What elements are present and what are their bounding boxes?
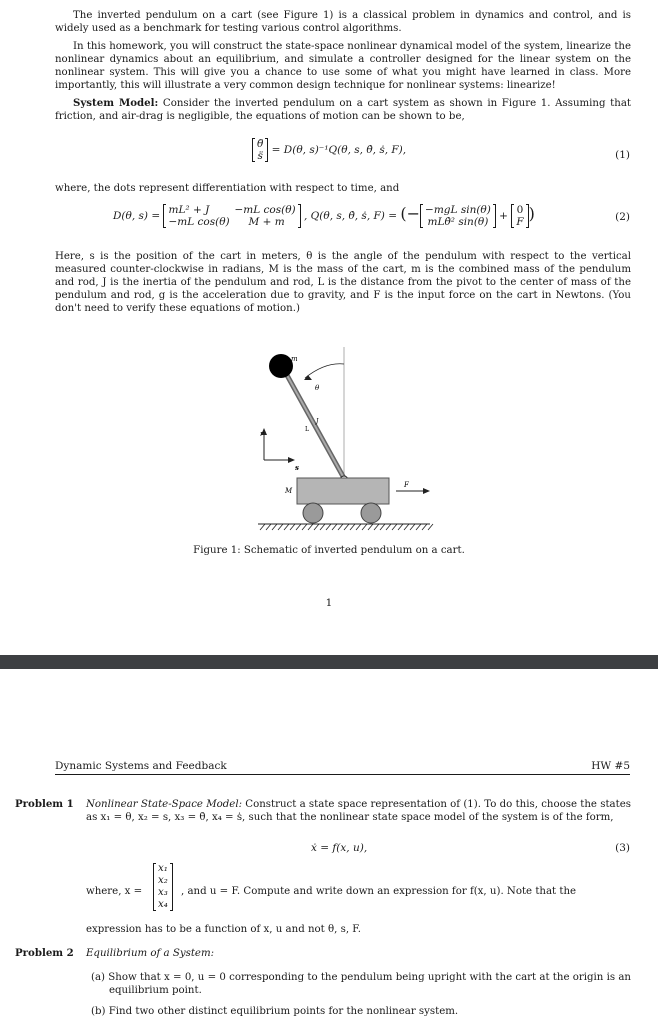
hatch-mark: [266, 524, 271, 530]
problem-1: [15, 798, 631, 824]
problem-2-title: Equilibrium of a System:: [86, 948, 215, 959]
cart-body: [297, 478, 389, 504]
theta-arc: [305, 364, 344, 378]
equation-3-number: (3): [615, 842, 630, 854]
x3: x₃: [158, 887, 168, 898]
label-F: F: [404, 481, 409, 489]
running-header-left: Dynamic Systems and Feedback: [55, 760, 227, 772]
problem-1-end-text: expression has to be a function of x, u and not θ, s, F.: [86, 924, 362, 935]
intro-paragraph-1: The inverted pendulum on a cart (see Figure 1) is a classical problem in dynamics and control, and is widely used as a benchmark for testing various control algorithms.: [55, 10, 631, 34]
s-arrowhead: [288, 457, 295, 463]
hatch-mark: [380, 524, 385, 530]
and-u-text: , and u = F. Compute and write down an expression for f(x, u). Note that the: [181, 886, 577, 897]
eq2-q-lhs: , Q(θ, s, θ̇, ṡ, F) =: [304, 210, 398, 222]
hatch-mark: [404, 524, 409, 530]
running-header-right: HW #5: [591, 760, 630, 772]
q2-bottom: F: [516, 216, 524, 228]
hatch-mark: [344, 524, 349, 530]
hatch-mark: [362, 524, 367, 530]
page-number: 1: [325, 597, 333, 609]
label-s: s: [295, 463, 299, 472]
page-separator: [0, 655, 658, 669]
problem-2a: [15, 971, 631, 997]
variables-paragraph: Here, s is the position of the cart in meters, θ is the angle of the pendulum with respect to the vertical measured counter-clockwise in radians, M is the mass of the cart, m is the combined mass of the pendulum and rod, J is the inertia of the pendulum and rod, L is the distance from the pivot to the center of mass of the pendulum and rod, g is the acceleration due to gravity, and F is the input force on the cart in Newtons. (You don't need to verify these equations of motion.): [55, 251, 631, 314]
problem-2b: [15, 1005, 631, 1018]
d11: mL² + J: [168, 204, 210, 216]
problem-1-end: [15, 923, 631, 936]
hatch-mark: [308, 524, 313, 530]
pendulum-mass: [269, 354, 293, 378]
hatch-mark: [278, 524, 283, 530]
equation-2-number: (2): [615, 211, 630, 223]
problem-2a-text: (a) Show that x = 0, u = 0 corresponding to the pendulum being upright with the cart at the origin is an equilibrium point.: [91, 972, 631, 996]
where-x: where, x =: [86, 886, 143, 897]
problem-2: [15, 947, 631, 960]
hatch-mark: [350, 524, 355, 530]
problem-2-label: Problem 2: [15, 947, 74, 959]
problem-2b-text: (b) Find two other distinct equilibrium points for the nonlinear system.: [91, 1006, 459, 1017]
system-model-text: Consider the inverted pendulum on a cart system as shown in Figure 1. Assuming that friction, and air-drag is negligible, the equations of motion can be shown to be,: [55, 98, 631, 122]
hatch-mark: [332, 524, 337, 530]
d12: −mL cos(θ): [234, 204, 296, 216]
q1-top: −mgL sin(θ): [425, 204, 491, 216]
label-r: r: [260, 430, 264, 438]
d22: M + m: [248, 216, 285, 228]
hatch-mark: [314, 524, 319, 530]
force-arrowhead: [423, 488, 430, 494]
problem-1-text: Construct a state space representation of (1). To do this, choose the states as x₁ = θ, x₂ = s, x₃ = θ̇, x₄ = ṡ, such that the nonlinear state space model of the system is of the form,: [86, 799, 631, 823]
hatch-mark: [320, 524, 325, 530]
hatch-mark: [428, 524, 433, 530]
equation-1-number: (1): [615, 149, 630, 161]
cart-wheel-right: [361, 503, 381, 523]
x2: x₂: [158, 875, 168, 886]
hatch-mark: [398, 524, 403, 530]
hatch-mark: [386, 524, 391, 530]
q2-top: 0: [516, 204, 524, 216]
eq1-vector-bottom: s̈: [257, 150, 263, 162]
label-M: M: [285, 487, 293, 495]
problem-1-label: Problem 1: [15, 798, 74, 810]
hatch-mark: [284, 524, 289, 530]
x4: x₄: [158, 899, 168, 910]
x-vector: [153, 863, 173, 911]
equation-2: D(θ, s) = mL² + J −mL cos(θ) −mL cos(θ) M + m , Q(θ, s, θ̇, ṡ, F) = (− −mgL sin(θ) mLθ̇² sin(θ) + 0 F ): [113, 204, 535, 228]
equation-3: ẋ = f(x, u),: [311, 842, 368, 854]
page-2: [0, 669, 658, 1024]
hatch-mark: [302, 524, 307, 530]
hatch-mark: [422, 524, 427, 530]
q1-bottom: mLθ̇² sin(θ): [427, 216, 489, 228]
d21: −mL cos(θ): [168, 216, 230, 228]
hatch-mark: [368, 524, 373, 530]
hatch-mark: [338, 524, 343, 530]
where-text: where, the dots represent differentiation with respect to time, and: [55, 183, 400, 194]
hatch-mark: [260, 524, 265, 530]
eq2-d-lhs: D(θ, s) =: [113, 210, 161, 222]
hatch-mark: [326, 524, 331, 530]
system-model-heading: System Model:: [73, 97, 159, 109]
hatch-mark: [272, 524, 277, 530]
cart-wheel-left: [303, 503, 323, 523]
x1: x₁: [158, 863, 168, 874]
header-rule: [55, 774, 630, 775]
label-m: m: [291, 355, 298, 363]
eq1-vector-top: θ̈: [257, 138, 264, 150]
hatch-mark: [356, 524, 361, 530]
hatch-mark: [290, 524, 295, 530]
pendulum-rod-highlight: [283, 368, 345, 480]
hatch-mark: [392, 524, 397, 530]
hatch-mark: [410, 524, 415, 530]
problem-1-title: Nonlinear State-Space Model:: [86, 799, 243, 810]
eq1-rhs: = D(θ, s)⁻¹Q(θ, s, θ̇, ṡ, F),: [271, 144, 407, 156]
label-J: J: [316, 418, 319, 425]
hatch-mark: [374, 524, 379, 530]
label-L: L: [305, 426, 309, 433]
state-vector-line: [15, 863, 631, 923]
intro-paragraph-2: In this homework, you will construct the state-space nonlinear dynamical model of the system, linearize the nonlinear dynamics about an equilibrium, and simulate a controller designed for the linear system on the nonlinear system. This will give you a chance to use some of what you might have learned in class. More importantly, this will illustrate a very common design technique for nonlinear systems: linearize!: [55, 41, 631, 91]
label-theta: θ: [315, 384, 320, 392]
hatch-mark: [296, 524, 301, 530]
ground-hatch: [260, 524, 433, 530]
hatch-mark: [416, 524, 421, 530]
figure-caption: Figure 1: Schematic of inverted pendulum on a cart.: [193, 545, 465, 556]
